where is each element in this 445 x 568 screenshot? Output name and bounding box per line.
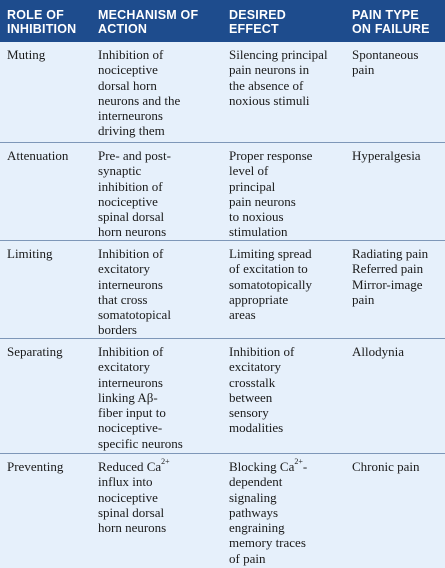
cell-role: Muting	[7, 47, 46, 62]
cell-effect: Silencing principal pain neurons in the absence of noxious stimuli	[229, 47, 328, 108]
cell-effect	[229, 459, 307, 566]
effect-text-rest: - dependent signaling pathways engraining memory traces of pain	[229, 459, 308, 566]
table-row	[0, 143, 445, 240]
cell-role: Preventing	[7, 459, 64, 474]
cell-pain-type: Allodynia	[352, 344, 404, 359]
effect-text-start: Blocking Ca	[229, 459, 295, 474]
cell-effect: Limiting spread of excitation to somatotopically appropriate areas	[229, 246, 313, 323]
cell-pain-type: Radiating pain Referred pain Mirror-image pain	[352, 246, 429, 307]
cell-pain-type: Spontaneous pain	[352, 47, 419, 78]
mechanism-text-start: Reduced Ca	[98, 459, 162, 474]
mechanism-text-rest: influx into nociceptive spinal dorsal horn neurons	[98, 474, 167, 536]
table-row	[0, 42, 445, 142]
header-effect: DESIRED EFFECT	[229, 8, 286, 36]
table-row	[0, 241, 445, 338]
header-role: ROLE OF INHIBITION	[7, 8, 77, 36]
cell-effect: Proper response level of principal pain neurons to noxious stimulation	[229, 148, 313, 240]
calcium-superscript: 2+	[161, 457, 170, 466]
cell-role: Separating	[7, 344, 63, 359]
table-header	[0, 0, 445, 42]
cell-mechanism: Inhibition of excitatory interneurons linking Aβ- fiber input to nociceptive- specific neurons	[98, 344, 183, 451]
header-pain: PAIN TYPE ON FAILURE	[352, 8, 430, 36]
calcium-superscript: 2+	[294, 457, 303, 466]
cell-pain-type: Hyperalgesia	[352, 148, 421, 163]
cell-pain-type: Chronic pain	[352, 459, 420, 474]
header-mechanism: MECHANISM OF ACTION	[98, 8, 199, 36]
table-row	[0, 454, 445, 568]
cell-mechanism: Pre- and post- synaptic inhibition of nociceptive spinal dorsal horn neurons	[98, 148, 171, 240]
cell-mechanism	[98, 459, 170, 535]
cell-role: Limiting	[7, 246, 53, 261]
cell-role: Attenuation	[7, 148, 69, 163]
cell-mechanism: Inhibition of nociceptive dorsal horn neurons and the interneurons driving them	[98, 47, 181, 139]
table-row	[0, 339, 445, 453]
cell-effect: Inhibition of excitatory crosstalk between sensory modalities	[229, 344, 295, 436]
cell-mechanism: Inhibition of excitatory interneurons that cross somatotopical borders	[98, 246, 171, 338]
